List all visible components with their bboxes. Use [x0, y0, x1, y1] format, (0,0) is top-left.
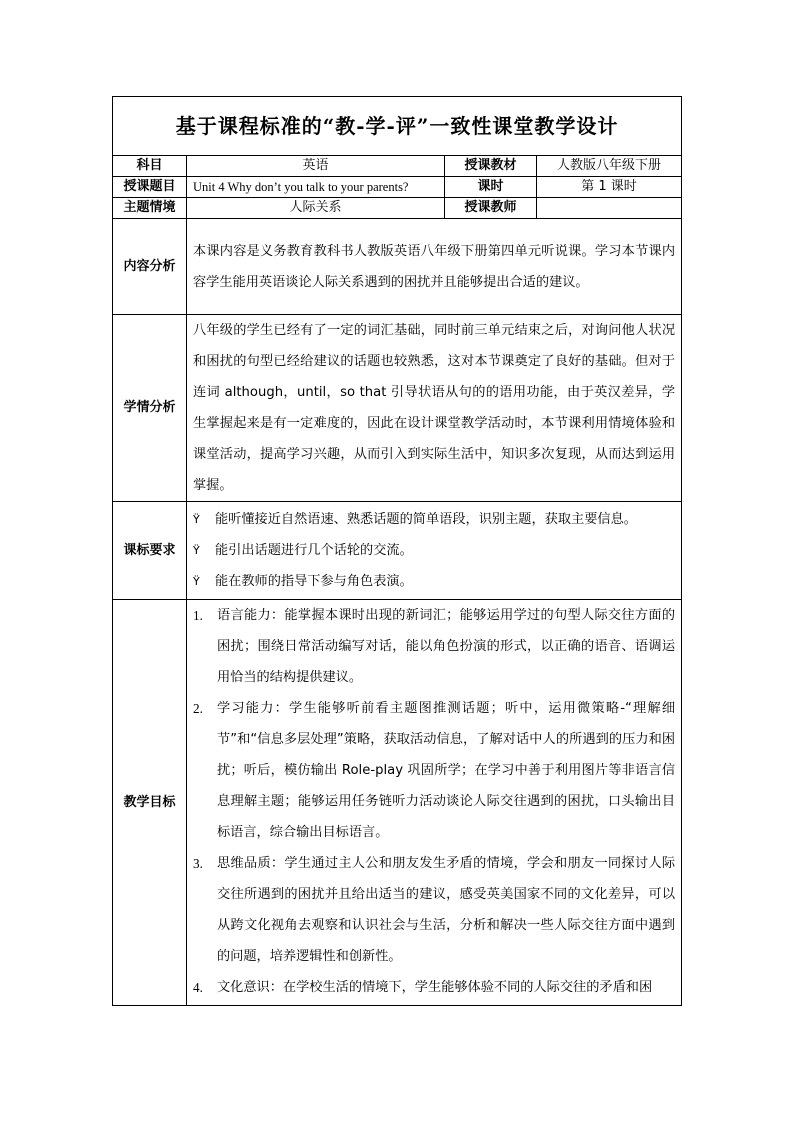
- bullet-icon: Ÿ: [193, 513, 200, 526]
- teacher-value: [537, 198, 682, 219]
- subject-value: 英语: [187, 156, 445, 177]
- bullet-icon: Ÿ: [193, 575, 200, 588]
- textbook-label: 授课教材: [445, 156, 537, 177]
- objective-text: 文化意识：在学校生活的情境下，学生能够体验不同的人际交往的矛盾和困: [217, 980, 653, 995]
- topic-value: Unit 4 Why don’t you talk to your parents?: [187, 177, 445, 198]
- objectives-list: [193, 600, 675, 1003]
- topic-label: 授课题目: [113, 177, 187, 198]
- objectives-label: 教学目标: [113, 600, 187, 1006]
- period-value: 第 1 课时: [537, 177, 682, 198]
- student-analysis-text: 八年级的学生已经有了一定的词汇基础，同时前三单元结束之后，对询问他人状况和困扰的句型已经给建议的话题也较熟悉，这对本节课奠定了良好的基础。但对于连词 although，until，so that 引导状语从句的的语用功能，由于英汉差异，学生掌握起来是有一定难度的，因此在设计课堂教学活动时，本节课利用情境体验和课堂活动，提高学习兴趣，从而引入到实际生活中，知识多次复现，从而达到运用掌握。: [193, 323, 676, 493]
- standards-cell: [187, 502, 682, 600]
- list-item: [193, 566, 675, 597]
- list-item: [193, 504, 675, 535]
- theme-value: 人际关系: [187, 198, 445, 219]
- objective-number: 3.: [193, 856, 203, 871]
- period-label: 课时: [445, 177, 537, 198]
- standard-text: 能在教师的指导下参与角色表演。: [215, 574, 413, 589]
- list-item: [193, 600, 675, 693]
- document-title: 基于课程标准的“教-学-评”一致性课堂教学设计: [113, 97, 682, 156]
- objective-number: 2.: [193, 701, 203, 716]
- standard-text: 能听懂接近自然语速、熟悉话题的简单语段，识别主题，获取主要信息。: [215, 512, 637, 527]
- content-analysis-cell: [187, 219, 682, 315]
- list-item: [193, 535, 675, 566]
- textbook-value: 人教版八年级下册: [537, 156, 682, 177]
- objectives-cell: [187, 600, 682, 1006]
- standards-label: 课标要求: [113, 502, 187, 600]
- list-item: [193, 693, 675, 848]
- lesson-plan-table: [112, 96, 682, 1006]
- subject-label: 科目: [113, 156, 187, 177]
- objective-number: 4.: [193, 980, 203, 995]
- standard-text: 能引出话题进行几个话轮的交流。: [215, 543, 413, 558]
- content-analysis-text: 本课内容是义务教育教科书人教版英语八年级下册第四单元听说课。学习本节课内容学生能用英语谈论人际关系遇到的困扰并且能够提出合适的建议。: [193, 243, 676, 290]
- list-item: [193, 848, 675, 972]
- objective-text: 语言能力：能掌握本课时出现的新词汇；能够运用学过的句型人际交往方面的困扰；围绕日常活动编写对话，能以角色扮演的形式，以正确的语音、语调运用恰当的结构提供建议。: [217, 608, 676, 685]
- objective-number: 1.: [193, 608, 203, 623]
- student-analysis-label: 学情分析: [113, 315, 187, 502]
- content-analysis-label: 内容分析: [113, 219, 187, 315]
- student-analysis-cell: [187, 315, 682, 502]
- list-item: [193, 972, 675, 1003]
- objective-text: 学习能力：学生能够听前看主题图推测话题；听中，运用微策略-“理解细节”和“信息多层处理”策略，获取活动信息，了解对话中人的所遇到的压力和困扰；听后，模仿输出 Role-play 巩固所学；在学习中善于利用图片等非语言信息理解主题；能够运用任务链听力活动谈论人际交往遇到的困扰，口头输出目标语言，综合输出目标语言。: [217, 701, 676, 840]
- objective-text: 思维品质：学生通过主人公和朋友发生矛盾的情境，学会和朋友一同探讨人际交往所遇到的困扰并且给出适当的建议，感受英美国家不同的文化差异，可以从跨文化视角去观察和认识社会与生活，分析和解决一些人际交往方面中遇到的问题，培养逻辑性和创新性。: [217, 856, 676, 964]
- theme-label: 主题情境: [113, 198, 187, 219]
- bullet-icon: Ÿ: [193, 544, 200, 557]
- teacher-label: 授课教师: [445, 198, 537, 219]
- standards-list: [193, 502, 675, 599]
